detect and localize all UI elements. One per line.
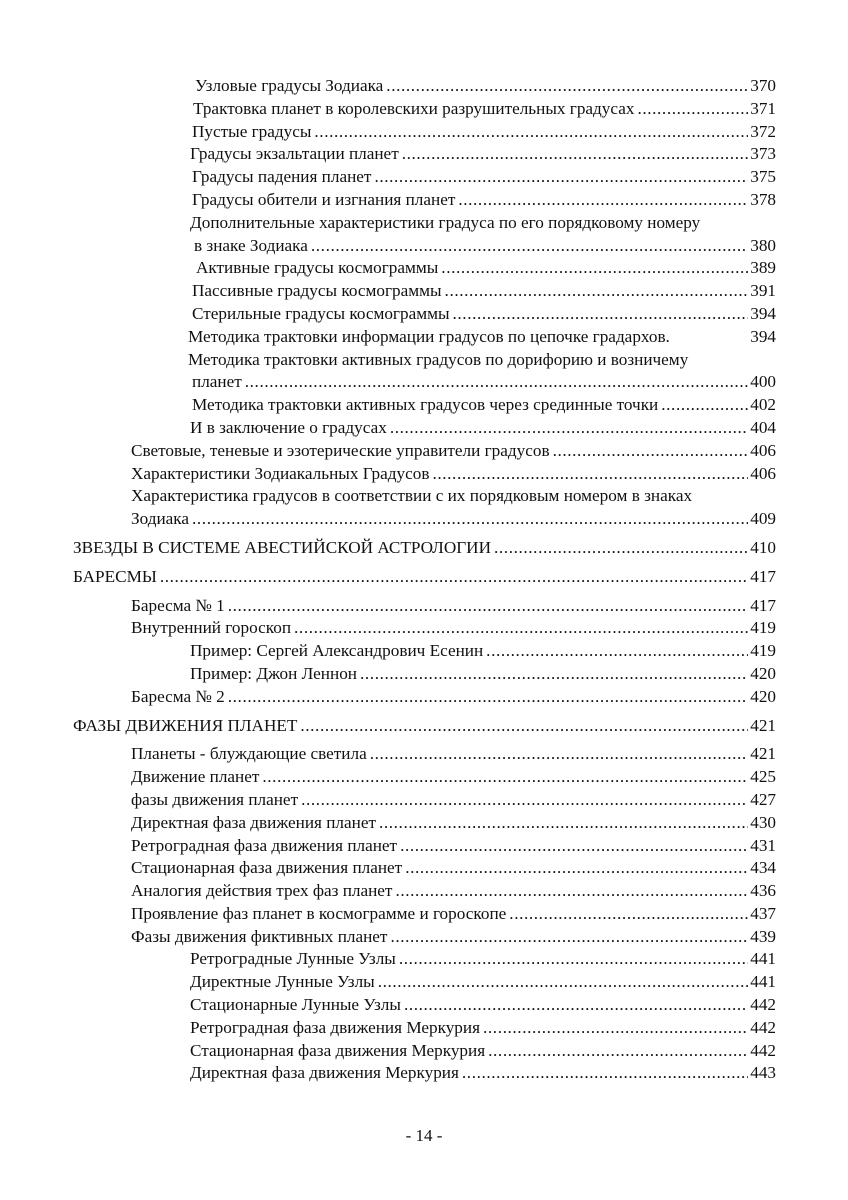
toc-entry[interactable]	[0, 394, 848, 417]
toc-entry-title: Стационарные Лунные Узлы	[190, 994, 404, 1017]
dot-leader	[486, 640, 748, 663]
toc-entry-page: 391	[750, 281, 776, 301]
toc-entry-page: 442	[750, 1040, 776, 1060]
dot-leader	[311, 235, 748, 258]
toc-entry[interactable]	[0, 463, 848, 486]
toc-entry-page: 371	[750, 98, 776, 118]
dot-leader	[390, 417, 748, 440]
toc-entry-title: Ретроградная фаза движения планет	[131, 835, 400, 858]
toc-entry-title: Зодиака	[131, 508, 192, 531]
toc-entry-title: БАРЕСМЫ	[73, 566, 160, 589]
dot-leader	[374, 166, 748, 189]
toc-entry-page: 394	[750, 303, 776, 323]
toc-entry-page: 420	[750, 663, 776, 683]
toc-entry[interactable]	[0, 640, 848, 663]
toc-entry[interactable]	[0, 617, 848, 640]
toc-entry[interactable]	[0, 349, 848, 372]
toc-entry-title: Баресма № 2	[131, 686, 228, 709]
toc-entry-title: Пример: Джон Леннон	[190, 663, 360, 686]
toc-entry[interactable]	[0, 835, 848, 858]
dot-leader	[314, 121, 748, 144]
toc-entry-page: 380	[750, 235, 776, 255]
dot-leader	[379, 812, 748, 835]
toc-entry-title: Стерильные градусы космограммы	[192, 303, 453, 326]
toc-entry[interactable]	[0, 948, 848, 971]
toc-entry-title: Фазы движения фиктивных планет	[131, 926, 390, 949]
toc-entry-title: Методика трактовки активных градусов по дорифорию и возничему	[188, 350, 691, 369]
dot-leader	[400, 835, 748, 858]
toc-entry-title: Баресма № 1	[131, 595, 228, 618]
toc-entry-title: Методика трактовки активных градусов через срединные точки	[192, 394, 661, 417]
toc-entry[interactable]	[0, 485, 848, 508]
toc-entry[interactable]	[0, 766, 848, 789]
table-of-contents	[0, 75, 848, 1085]
dot-leader	[404, 994, 748, 1017]
toc-entry-title: Планеты - блуждающие светила	[131, 743, 370, 766]
dot-leader	[294, 617, 748, 640]
toc-entry-title: Ретроградные Лунные Узлы	[190, 948, 399, 971]
toc-entry-title: ЗВЕЗДЫ В СИСТЕМЕ АВЕСТИЙСКОЙ АСТРОЛОГИИ	[73, 537, 494, 560]
dot-leader	[458, 189, 748, 212]
toc-entry-title: Узловые градусы Зодиака	[195, 75, 386, 98]
dot-leader	[300, 715, 748, 738]
toc-entry-page: 425	[750, 767, 776, 787]
dot-leader	[301, 789, 748, 812]
toc-entry[interactable]	[0, 98, 848, 121]
toc-entry[interactable]	[0, 743, 848, 766]
toc-entry[interactable]	[0, 143, 848, 166]
toc-entry-page: 427	[750, 789, 776, 809]
toc-entry[interactable]	[0, 595, 848, 618]
toc-chapter[interactable]	[0, 537, 848, 560]
toc-entry-page: 442	[750, 1017, 776, 1037]
dot-leader	[509, 903, 748, 926]
toc-entry[interactable]	[0, 903, 848, 926]
toc-entry-title: фазы движения планет	[131, 789, 301, 812]
toc-entry-title: Ретроградная фаза движения Меркурия	[190, 1017, 483, 1040]
toc-entry-continuation[interactable]	[0, 508, 848, 531]
toc-entry-page: 430	[750, 812, 776, 832]
toc-entry[interactable]	[0, 789, 848, 812]
dot-leader	[494, 537, 748, 560]
toc-entry[interactable]	[0, 686, 848, 709]
dot-leader	[228, 686, 748, 709]
dot-leader	[405, 857, 748, 880]
toc-entry-page: 410	[750, 537, 776, 557]
toc-entry-page: 431	[750, 835, 776, 855]
toc-entry-page: 409	[750, 509, 776, 529]
dot-leader	[386, 75, 748, 98]
toc-entry-title: Методика трактовки информации градусов по цепочке градархов.	[188, 326, 673, 349]
toc-entry-page: 373	[750, 144, 776, 164]
toc-entry-title: Пассивные градусы космограммы	[192, 280, 445, 303]
toc-entry-page: 375	[750, 167, 776, 187]
toc-entry-title: Директные Лунные Узлы	[190, 971, 378, 994]
toc-entry-title: Дополнительные характеристики градуса по его порядковому номеру	[190, 213, 703, 232]
toc-entry-page: 394	[750, 326, 776, 346]
toc-entry[interactable]	[0, 880, 848, 903]
toc-entry[interactable]	[0, 326, 848, 349]
toc-entry-page: 420	[750, 686, 776, 706]
dot-leader	[399, 948, 748, 971]
toc-entry-page: 400	[750, 372, 776, 392]
toc-entry-page: 436	[750, 881, 776, 901]
toc-entry-title: Стационарная фаза движения Меркурия	[190, 1040, 488, 1063]
toc-entry-page: 434	[750, 858, 776, 878]
toc-entry[interactable]	[0, 303, 848, 326]
dot-leader	[262, 766, 748, 789]
toc-entry-page: 421	[750, 715, 776, 735]
toc-entry-title: планет	[192, 371, 245, 394]
toc-entry[interactable]	[0, 1040, 848, 1063]
toc-entry-page: 419	[750, 618, 776, 638]
toc-entry-title: Стационарная фаза движения планет	[131, 857, 405, 880]
toc-entry-title: Внутренний гороскоп	[131, 617, 294, 640]
dot-leader	[402, 143, 749, 166]
toc-entry[interactable]	[0, 812, 848, 835]
toc-entry[interactable]	[0, 926, 848, 949]
toc-entry-page: 389	[750, 258, 776, 278]
toc-entry[interactable]	[0, 663, 848, 686]
dot-leader	[637, 98, 748, 121]
dot-leader	[378, 971, 749, 994]
dot-leader	[445, 280, 749, 303]
toc-entry-title: в знаке Зодиака	[194, 235, 311, 258]
page-number: - 14 -	[405, 1126, 443, 1145]
dot-leader	[395, 880, 748, 903]
toc-entry-title: Градусы падения планет	[192, 166, 374, 189]
toc-entry-title: Аналогия действия трех фаз планет	[131, 880, 395, 903]
toc-entry-title: Характеристики Зодиакальных Градусов	[131, 463, 432, 486]
toc-entry-title: ФАЗЫ ДВИЖЕНИЯ ПЛАНЕТ	[73, 715, 300, 738]
toc-entry-continuation[interactable]	[0, 235, 848, 258]
dot-leader	[441, 257, 748, 280]
toc-entry-page: 406	[750, 463, 776, 483]
toc-entry[interactable]	[0, 257, 848, 280]
toc-entry[interactable]	[0, 75, 848, 98]
toc-entry[interactable]	[0, 189, 848, 212]
toc-entry[interactable]	[0, 166, 848, 189]
dot-leader	[553, 440, 749, 463]
dot-leader	[160, 566, 748, 589]
toc-entry-title: Директная фаза движения планет	[131, 812, 379, 835]
toc-entry[interactable]	[0, 121, 848, 144]
toc-entry-page: 404	[750, 417, 776, 437]
toc-entry-page: 378	[750, 189, 776, 209]
toc-entry[interactable]	[0, 417, 848, 440]
dot-leader	[483, 1017, 748, 1040]
toc-entry[interactable]	[0, 212, 848, 235]
toc-entry-page: 370	[750, 76, 776, 95]
toc-entry-title: Световые, теневые и эзотерические управители градусов	[131, 440, 553, 463]
toc-entry-page: 402	[750, 395, 776, 415]
toc-entry[interactable]	[0, 280, 848, 303]
toc-chapter[interactable]	[0, 566, 848, 589]
dot-leader	[360, 663, 748, 686]
toc-entry-page: 437	[750, 903, 776, 923]
dot-leader	[453, 303, 749, 326]
toc-entry-title: Движение планет	[131, 766, 262, 789]
toc-entry-page: 417	[750, 595, 776, 615]
dot-leader	[488, 1040, 748, 1063]
toc-entry-title: Директная фаза движения Меркурия	[190, 1062, 462, 1085]
toc-chapter[interactable]	[0, 715, 848, 738]
toc-entry[interactable]	[0, 1062, 848, 1085]
toc-entry-title: Градусы обители и изгнания планет	[192, 189, 458, 212]
dot-leader	[245, 371, 748, 394]
toc-entry-title: Градусы экзальтации планет	[190, 143, 402, 166]
toc-entry-page: 421	[750, 744, 776, 764]
dot-leader	[462, 1062, 748, 1085]
toc-entry-page: 417	[750, 566, 776, 586]
toc-entry[interactable]	[0, 1017, 848, 1040]
toc-entry-page: 406	[750, 440, 776, 460]
toc-entry-page: 439	[750, 926, 776, 946]
toc-entry[interactable]	[0, 971, 848, 994]
toc-entry-title: Проявление фаз планет в космограмме и гороскопе	[131, 903, 509, 926]
toc-entry-page: 441	[750, 972, 776, 992]
toc-entry-continuation[interactable]	[0, 371, 848, 394]
dot-leader	[192, 508, 748, 531]
toc-entry-title: Характеристика градусов в соответствии с их порядковым номером в знаках	[131, 486, 695, 505]
toc-entry[interactable]	[0, 857, 848, 880]
dot-leader	[228, 595, 748, 618]
toc-entry-title: Трактовка планет в королевскихи разрушительных градусах	[193, 98, 637, 121]
dot-leader	[432, 463, 748, 486]
toc-entry-page: 442	[750, 995, 776, 1015]
dot-leader	[661, 394, 748, 417]
toc-entry[interactable]	[0, 440, 848, 463]
dot-leader	[370, 743, 749, 766]
toc-entry-title: Пустые градусы	[192, 121, 314, 144]
toc-entry-page: 372	[750, 121, 776, 141]
toc-entry[interactable]	[0, 994, 848, 1017]
toc-entry-page: 419	[750, 641, 776, 661]
toc-entry-title: И в заключение о градусах	[190, 417, 390, 440]
toc-entry-page: 443	[750, 1063, 776, 1083]
dot-leader	[390, 926, 748, 949]
toc-entry-title: Пример: Сергей Александрович Есенин	[190, 640, 486, 663]
toc-entry-title: Активные градусы космограммы	[196, 257, 441, 280]
toc-entry-page: 441	[750, 949, 776, 969]
